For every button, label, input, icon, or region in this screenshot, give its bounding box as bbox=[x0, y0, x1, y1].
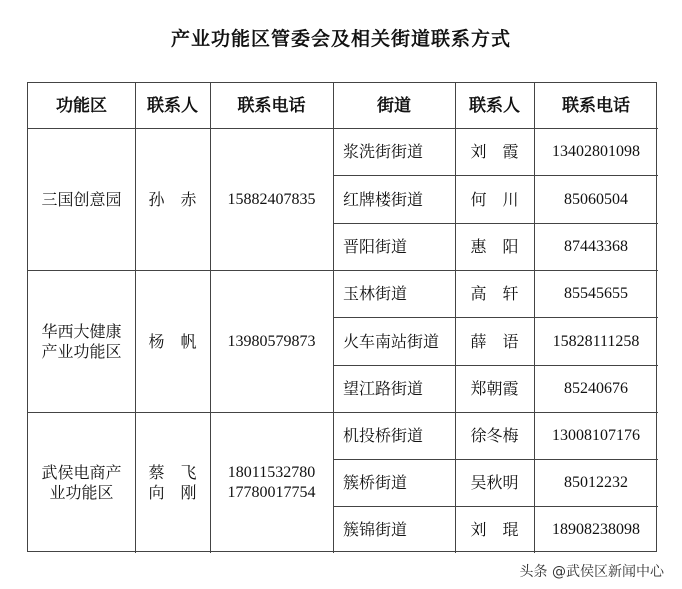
street-phone: 13008107176 bbox=[552, 427, 640, 444]
zone-name: 华西大健康产业功能区 bbox=[41, 321, 122, 361]
street-name: 望江路街道 bbox=[343, 379, 424, 398]
street-phone: 15828111258 bbox=[552, 332, 640, 350]
zone-contact: 向 刚 bbox=[148, 483, 197, 502]
zone-contact: 蔡 飞 bbox=[148, 463, 197, 482]
header-street-phone: 联系电话 bbox=[562, 95, 630, 116]
street-contact: 高 轩 bbox=[470, 284, 519, 303]
zone-phone: 18011532780 bbox=[227, 464, 316, 481]
header-phone: 联系电话 bbox=[237, 95, 306, 116]
street-contact: 郑朝霞 bbox=[470, 379, 519, 398]
street-name: 火车南站街道 bbox=[343, 331, 440, 351]
street-name: 机投桥街道 bbox=[343, 426, 424, 445]
street-name: 玉林街道 bbox=[343, 284, 408, 303]
zone-name: 三国创意园 bbox=[41, 189, 122, 209]
street-phone: 85545655 bbox=[564, 285, 628, 302]
street-name: 红牌楼街道 bbox=[343, 189, 424, 209]
header-street-contact: 联系人 bbox=[469, 95, 520, 116]
street-contact: 徐冬梅 bbox=[470, 426, 519, 445]
zone-contact: 孙 赤 bbox=[148, 189, 197, 209]
street-phone: 85060504 bbox=[564, 190, 628, 208]
zone-phone: 15882407835 bbox=[227, 190, 316, 208]
street-name: 浆洗街街道 bbox=[343, 142, 424, 161]
watermark-text: 头条 @武侯区新闻中心 bbox=[519, 564, 664, 580]
street-contact: 吴秋明 bbox=[470, 473, 519, 492]
header-contact: 联系人 bbox=[147, 95, 198, 116]
zone-contact: 杨 帆 bbox=[148, 331, 197, 351]
street-phone: 87443368 bbox=[564, 238, 628, 255]
header-street: 街道 bbox=[377, 95, 411, 116]
header-zone: 功能区 bbox=[56, 95, 107, 116]
street-contact: 惠 阳 bbox=[470, 237, 519, 256]
street-name: 晋阳街道 bbox=[343, 237, 408, 256]
zone-phone: 13980579873 bbox=[227, 332, 316, 350]
street-contact: 刘 琨 bbox=[470, 520, 519, 539]
watermark bbox=[520, 561, 664, 581]
street-contact: 何 川 bbox=[470, 189, 519, 209]
page-title: 产业功能区管委会及相关街道联系方式 bbox=[170, 28, 511, 50]
street-phone: 13402801098 bbox=[552, 143, 640, 160]
zone-phones bbox=[210, 413, 333, 553]
zone-name: 武侯电商产业功能区 bbox=[41, 463, 122, 502]
street-contact: 薛 语 bbox=[470, 331, 519, 351]
zone-phone: 17780017754 bbox=[227, 484, 316, 501]
street-phone: 18908238098 bbox=[552, 521, 640, 538]
street-phone: 85012232 bbox=[564, 474, 628, 491]
street-name: 簇桥街道 bbox=[343, 473, 408, 492]
street-name: 簇锦街道 bbox=[343, 520, 408, 539]
zone-contacts bbox=[135, 413, 210, 553]
street-contact: 刘 霞 bbox=[470, 142, 519, 161]
contact-table bbox=[27, 82, 657, 552]
street-phone: 85240676 bbox=[564, 380, 628, 397]
